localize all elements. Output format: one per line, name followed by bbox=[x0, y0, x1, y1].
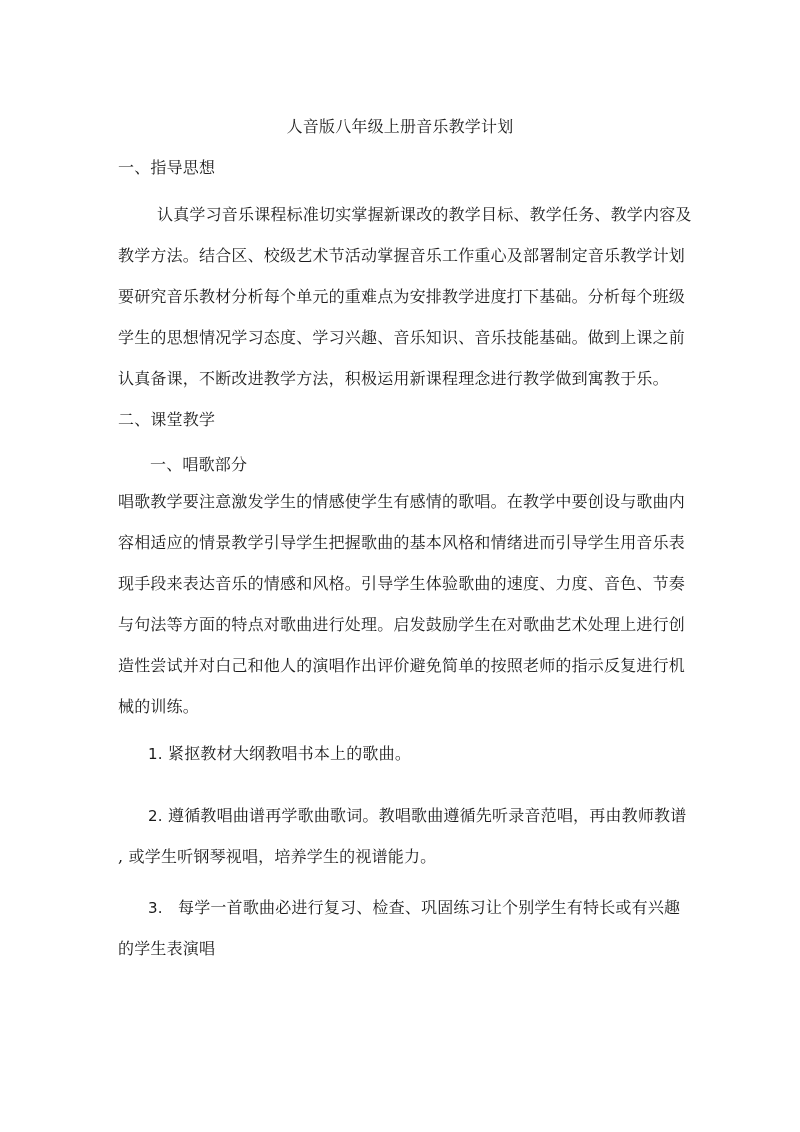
list-item-text: 遵循教唱曲谱再学歌曲歌词。教唱歌曲遵循先听录音范唱，再由教师教谱 bbox=[168, 806, 687, 825]
paragraph-line: 认真学习音乐课程标准切实掌握新课改的教学目标、教学任务、教学内容及 bbox=[157, 205, 692, 224]
list-item-number: 2. bbox=[148, 807, 163, 825]
section-heading-classroom-teaching: 二、课堂教学 bbox=[118, 410, 216, 429]
paragraph-line: 与句法等方面的特点对歌曲进行处理。启发鼓励学生在对歌曲艺术处理上进行创 bbox=[118, 615, 686, 634]
list-item bbox=[148, 744, 411, 764]
list-item-text: 紧抠教材大纲教唱书本上的歌曲。 bbox=[168, 744, 412, 763]
section-heading-guiding-ideology: 一、指导思想 bbox=[118, 158, 216, 177]
list-item-number: 3. bbox=[148, 899, 163, 917]
paragraph-line: 要研究音乐教材分析每个单元的重难点为安排教学进度打下基础。分析每个班级 bbox=[118, 287, 686, 306]
list-item-text: 每学一首歌曲必进行复习、检查、巩固练习让个别学生有特长或有兴趣 bbox=[178, 898, 681, 917]
paragraph-line: 教学方法。结合区、校级艺术节活动掌握音乐工作重心及部署制定音乐教学计划 bbox=[118, 246, 686, 265]
paragraph-line: 造性尝试并对白己和他人的演唱作出评价避免简单的按照老师的指示反复进行机 bbox=[118, 656, 686, 675]
list-item-continuation: , 或学生听钢琴视唱，培养学生的视谱能力。 bbox=[118, 847, 437, 866]
paragraph-line: 唱歌教学要注意激发学生的情感使学生有感情的歌唱。在教学中要创设与歌曲内 bbox=[118, 492, 686, 511]
paragraph-line: 械的训练。 bbox=[118, 697, 200, 716]
paragraph-line: 现手段来表达音乐的情感和风格。引导学生体验歌曲的速度、力度、音色、节奏 bbox=[118, 574, 686, 593]
paragraph-line: 容相适应的情景教学引导学生把握歌曲的基本风格和情绪进而引导学生用音乐表 bbox=[118, 533, 686, 552]
subsection-heading-singing: 一、唱歌部分 bbox=[150, 455, 248, 474]
list-item-number: 1. bbox=[148, 745, 163, 763]
list-item-continuation: 的学生表演唱 bbox=[118, 939, 216, 958]
document-title: 人音版八年级上册音乐教学计划 bbox=[286, 117, 514, 136]
paragraph-line: 学生的思想情况学习态度、学习兴趣、音乐知识、音乐技能基础。做到上课之前 bbox=[118, 328, 686, 347]
paragraph-line: 认真备课，不断改进教学方法，积极运用新课程理念进行教学做到寓教于乐。 bbox=[118, 369, 669, 388]
list-item bbox=[148, 806, 686, 826]
list-item bbox=[148, 898, 680, 918]
